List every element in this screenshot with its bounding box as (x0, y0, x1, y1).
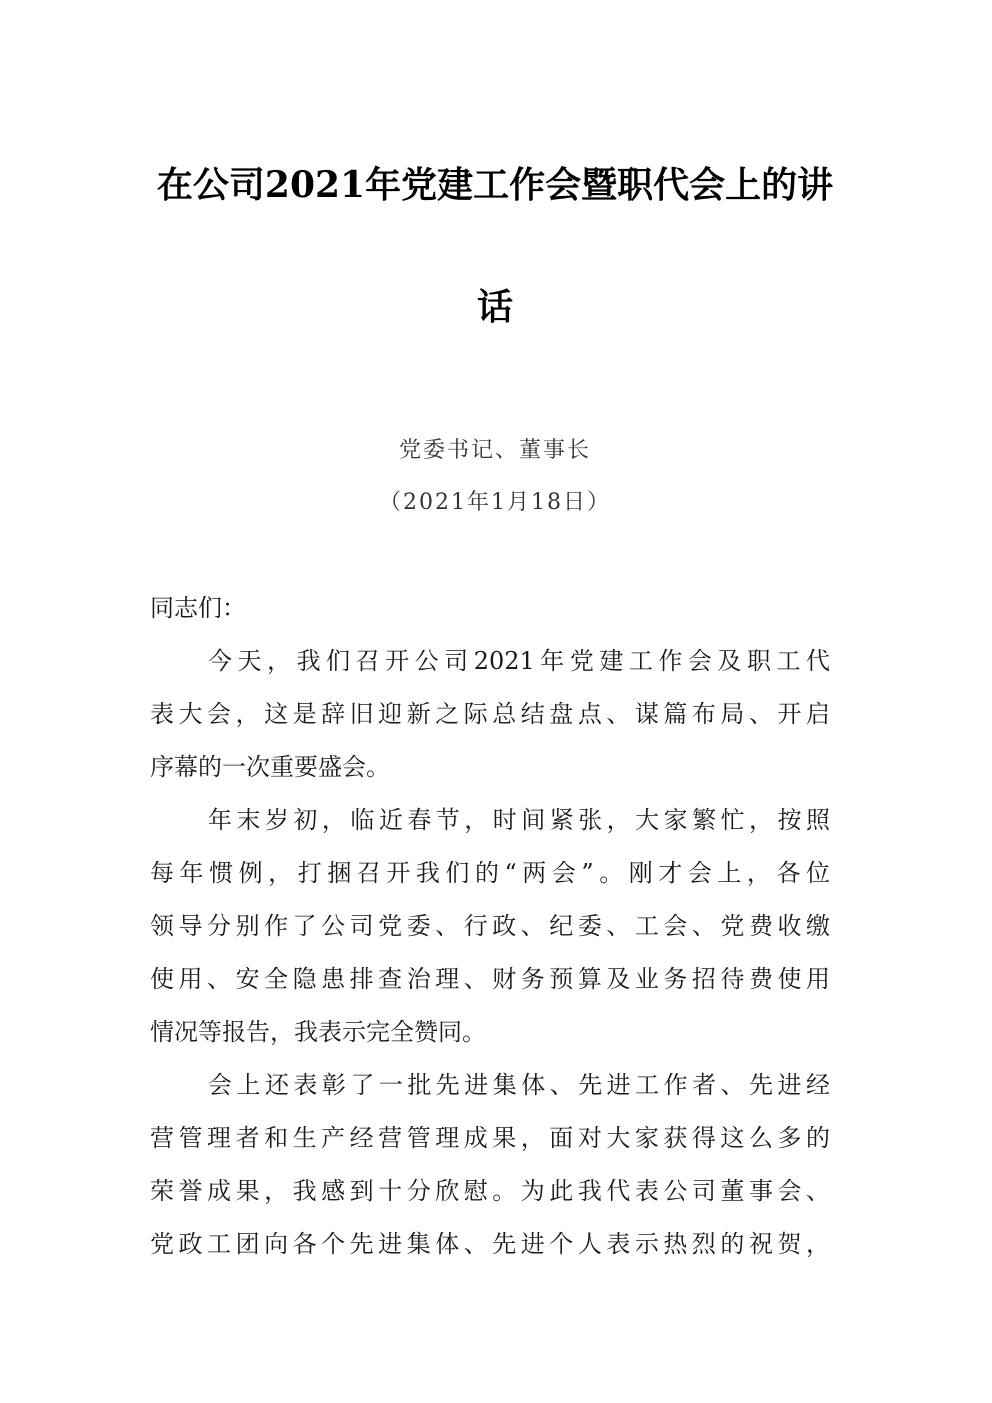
paragraph-1-line-1: 今天，我们召开公司2021年党建工作会及职工代 (208, 647, 830, 675)
paragraph-1-line-3: 序幕的一次重要盛会。 (150, 753, 390, 781)
speech-date: （2021年1月18日） (379, 490, 611, 515)
paragraph-3-line-4: 党政工团向各个先进集体、先进个人表示热烈的祝贺， (150, 1230, 830, 1258)
paragraph-2-line-1: 年末岁初，临近春节，时间紧张，大家繁忙，按照 (208, 806, 830, 834)
paragraph-2-line-3: 领导分别作了公司党委、行政、纪委、工会、党费收缴 (150, 912, 830, 940)
paragraph-3-line-1: 会上还表彰了一批先进集体、先进工作者、先进经 (208, 1071, 830, 1099)
paragraph-2-line-5: 情况等报告，我表示完全赞同。 (150, 1018, 486, 1046)
speaker-title: 党委书记、董事长 (398, 438, 591, 463)
paragraph-3-line-3: 荣誉成果，我感到十分欣慰。为此我代表公司董事会、 (150, 1177, 830, 1205)
paragraph-3-line-2: 营管理者和生产经营管理成果，面对大家获得这么多的 (150, 1124, 830, 1152)
paragraph-2-line-2: 每年惯例，打捆召开我们的“两会”。刚才会上，各位 (150, 859, 830, 887)
paragraph-1-line-2: 表大会，这是辞旧迎新之际总结盘点、谋篇布局、开启 (150, 700, 830, 728)
paragraph-2-line-4: 使用、安全隐患排查治理、财务预算及业务招待费使用 (150, 965, 830, 993)
salutation: 同志们： (150, 594, 246, 622)
document-title-line-2: 话 (476, 286, 513, 328)
document-title-line-1: 在公司2021年党建工作会暨职代会上的讲 (156, 164, 834, 206)
